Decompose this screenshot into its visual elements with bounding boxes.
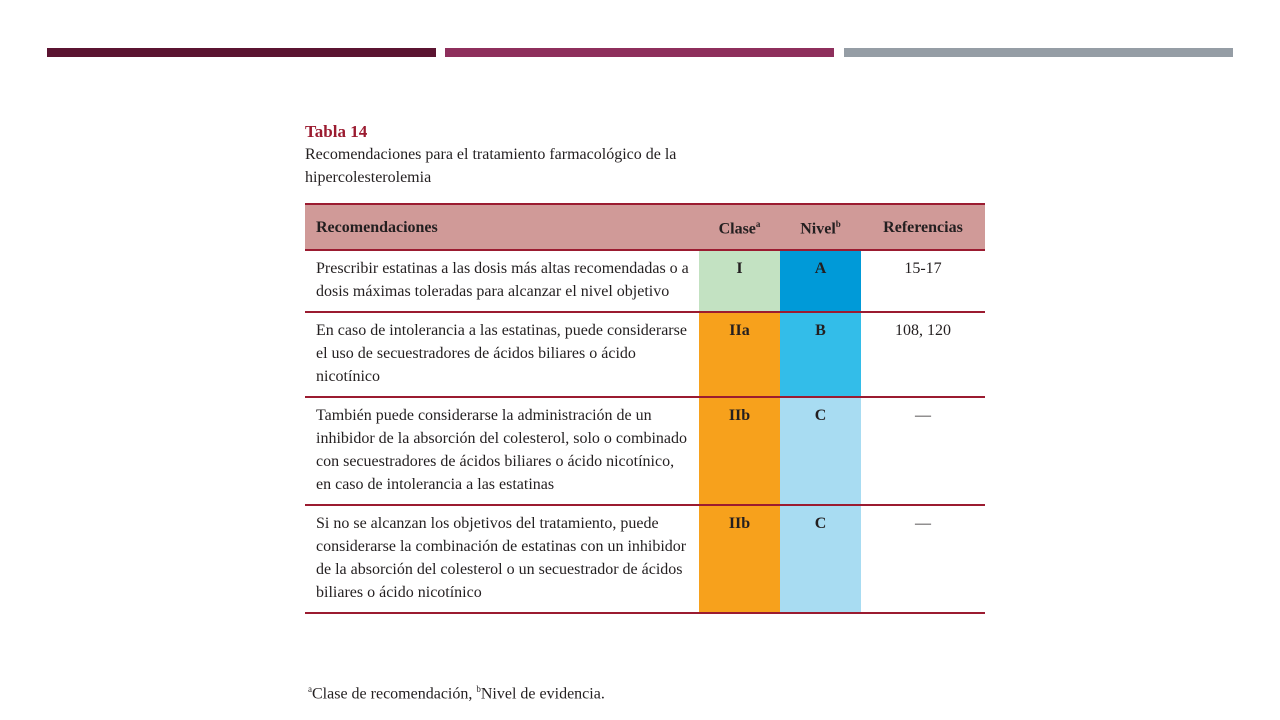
recommendation-text: Prescribir estatinas a las dosis más altas recomendadas o a dosis máximas toleradas para alcanzar el nivel objetivo bbox=[305, 250, 699, 312]
header-clase-label: Clase bbox=[718, 220, 756, 238]
top-accent-bar-dark bbox=[47, 48, 436, 57]
clase-cell: IIa bbox=[699, 312, 780, 397]
table-label: Tabla 14 bbox=[305, 122, 368, 141]
table-header-row bbox=[305, 204, 985, 250]
table-row bbox=[305, 397, 985, 505]
nivel-cell: C bbox=[780, 505, 861, 613]
referencias-cell: — bbox=[861, 397, 985, 505]
clase-cell: IIb bbox=[699, 505, 780, 613]
table-row bbox=[305, 312, 985, 397]
footnote-b-text: Nivel de evidencia. bbox=[480, 685, 605, 703]
top-accent-bar-magenta bbox=[445, 48, 834, 57]
clase-cell: I bbox=[699, 250, 780, 312]
header-clase-footnote-mark: a bbox=[755, 219, 761, 230]
header-clase bbox=[699, 204, 780, 250]
table-row bbox=[305, 505, 985, 613]
referencias-cell: 15-17 bbox=[861, 250, 985, 312]
referencias-cell: 108, 120 bbox=[861, 312, 985, 397]
referencias-cell: — bbox=[861, 505, 985, 613]
top-accent-bar-gray bbox=[844, 48, 1233, 57]
nivel-cell: B bbox=[780, 312, 861, 397]
footnote-b-mark: b bbox=[476, 684, 481, 694]
nivel-cell: C bbox=[780, 397, 861, 505]
recommendations-table bbox=[305, 203, 985, 614]
header-nivel bbox=[780, 204, 861, 250]
recommendation-text: En caso de intolerancia a las estatinas, puede considerarse el uso de secuestradores de ácidos biliares o ácido nicotínico bbox=[305, 312, 699, 397]
table-footnote bbox=[308, 678, 605, 705]
header-referencias: Referencias bbox=[861, 204, 985, 250]
table-caption bbox=[305, 121, 735, 189]
nivel-cell: A bbox=[780, 250, 861, 312]
table-row bbox=[305, 250, 985, 312]
header-nivel-footnote-mark: b bbox=[835, 219, 841, 230]
footnote-a-mark: a bbox=[308, 684, 312, 694]
recommendation-text: También puede considerarse la administración de un inhibidor de la absorción del colesterol, solo o combinado con secuestradores de ácidos biliares o ácido nicotínico, en caso de intolerancia a las estatinas bbox=[305, 397, 699, 505]
clase-cell: IIb bbox=[699, 397, 780, 505]
header-recomendaciones: Recomendaciones bbox=[305, 204, 699, 250]
recommendation-text: Si no se alcanzan los objetivos del tratamiento, puede considerarse la combinación de estatinas con un inhibidor de la absorción del colesterol o un secuestrador de ácidos biliares o ácido nicotínico bbox=[305, 505, 699, 613]
table-title: Recomendaciones para el tratamiento farmacológico de la hipercolesterolemia bbox=[305, 146, 677, 186]
footnote-a-text: Clase de recomendación, bbox=[312, 685, 477, 703]
header-nivel-label: Nivel bbox=[800, 220, 836, 238]
